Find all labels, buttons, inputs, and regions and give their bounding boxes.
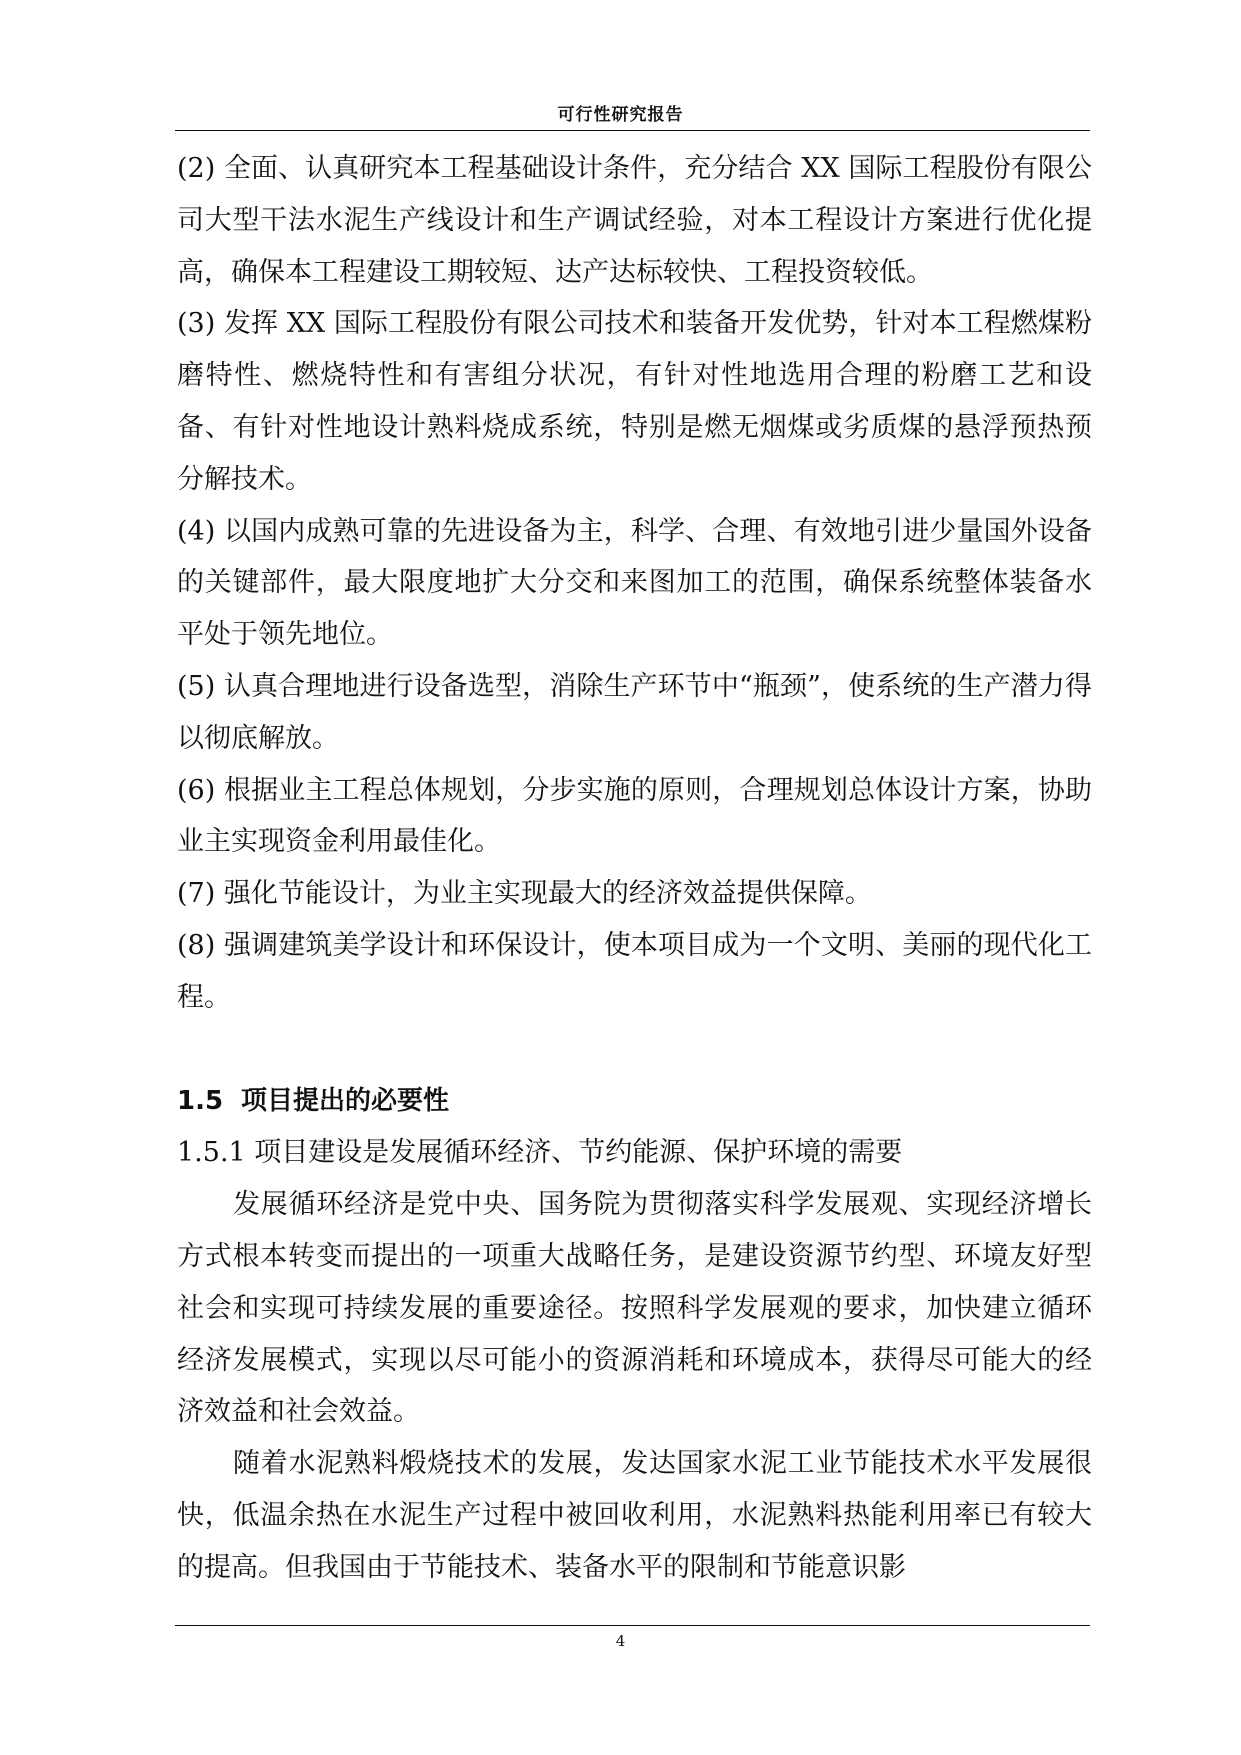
header-rule [175,130,1090,131]
running-header: 可行性研究报告 [557,105,684,125]
section-heading [177,1076,1092,1128]
paragraph-item-7: (7) 强化节能设计，为业主实现最大的经济效益提供保障。 [177,878,872,910]
paragraph-item-3: (3) 发挥 XX 国际工程股份有限公司技术和装备开发优势，针对本工程燃煤粉磨特性、燃烧特性和有害组分状况，有针对性地选用合理的粉磨工艺和设备、有针对性地设计熟料烧成系统，特别是燃无烟煤或劣质煤的悬浮预热预分解技术。 [177,308,1092,495]
section-paragraph-2: 随着水泥熟料煅烧技术的发展，发达国家水泥工业节能技术水平发展很快，低温余热在水泥生产过程中被回收利用，水泥熟料热能利用率已有较大的提高。但我国由于节能技术、装备水平的限制和节能意识影 [177,1448,1092,1583]
paragraph-item-2: (2) 全面、认真研究本工程基础设计条件，充分结合 XX 国际工程股份有限公司大型干法水泥生产线设计和生产调试经验，对本工程设计方案进行优化提高，确保本工程建设工期较短、达产达标较快、工程投资较低。 [177,153,1092,288]
paragraph-item-6: (6) 根据业主工程总体规划，分步实施的原则，合理规划总体设计方案，协助业主实现资金利用最佳化。 [177,774,1092,858]
paragraph-item-8: (8) 强调建筑美学设计和环保设计，使本项目成为一个文明、美丽的现代化工程。 [177,929,1092,1013]
section-paragraph-1: 发展循环经济是党中央、国务院为贯彻落实科学发展观、实现经济增长方式根本转变而提出的一项重大战略任务，是建设资源节约型、环境友好型社会和实现可持续发展的重要途径。按照科学发展观的要求，加快建立循环经济发展模式，实现以尽可能小的资源消耗和环境成本，获得尽可能大的经济效益和社会效益。 [177,1189,1092,1428]
footer-rule [175,1625,1090,1626]
paragraph-item-4: (4) 以国内成熟可靠的先进设备为主，科学、合理、有效地引进少量国外设备的关键部件，最大限度地扩大分交和来图加工的范围，确保系统整体装备水平处于领先地位。 [177,515,1092,651]
paragraph-item-5: (5) 认真合理地进行设备选型，消除生产环节中“瓶颈”，使系统的生产潜力得以彻底解放。 [177,670,1092,754]
section-number: 1.5 [177,1085,224,1116]
subsection-heading: 1.5.1 项目建设是发展循环经济、节约能源、保护环境的需要 [177,1137,903,1169]
section-title: 项目提出的必要性 [241,1085,450,1116]
page-number: 4 [615,1632,626,1650]
body-text [177,143,1092,1594]
